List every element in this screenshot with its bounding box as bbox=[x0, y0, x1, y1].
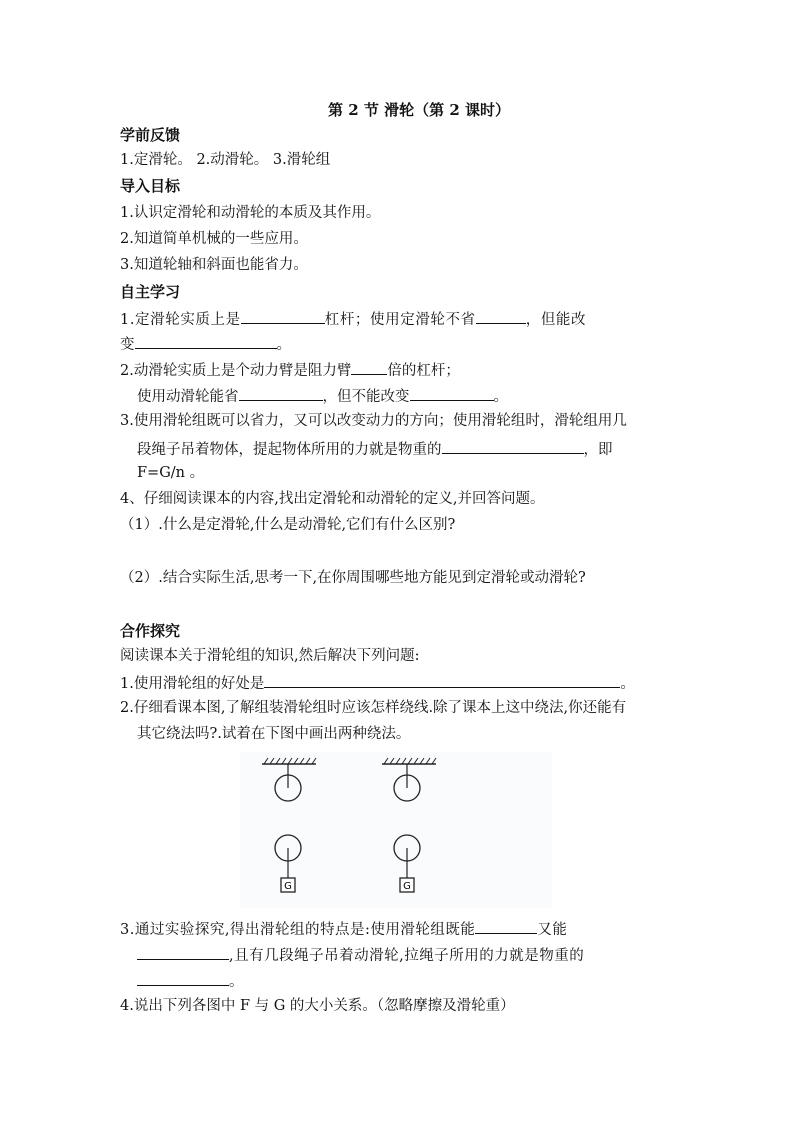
question-2-line-1 bbox=[120, 359, 460, 381]
question-3-line-2 bbox=[137, 438, 613, 460]
weight-label: G bbox=[403, 881, 411, 892]
question-text: 倍的杠杆； bbox=[387, 363, 460, 379]
question-text: 使用动滑轮能省 bbox=[137, 389, 239, 405]
question-3-line-1: 3.使用滑轮组既可以省力，又可以改变动力的方向；使用滑轮组时，滑轮组用几 bbox=[120, 413, 627, 429]
problem-3-line-3 bbox=[137, 970, 244, 992]
question-text: 1.使用滑轮组的好处是 bbox=[120, 676, 265, 692]
problem-3-line-2 bbox=[137, 944, 584, 966]
question-2-line-2 bbox=[137, 385, 508, 407]
question-3-line-3: F=G/n 。 bbox=[137, 465, 205, 481]
problem-3-line-1 bbox=[120, 918, 567, 940]
question-1-line-2 bbox=[120, 333, 291, 355]
question-4-2: （2）.结合实际生活,思考一下,在你周围哪些地方能见到定滑轮或动滑轮? bbox=[120, 570, 586, 586]
question-text: ,且有几段绳子吊着动滑轮,拉绳子所用的力就是物重的 bbox=[229, 948, 585, 964]
question-text: 。 bbox=[620, 676, 635, 692]
answer-blank[interactable] bbox=[410, 385, 494, 401]
page-title: 第 2 节 滑轮（第 2 课时） bbox=[328, 101, 510, 119]
question-text: 3.通过实验探究,得出滑轮组的特点是:使用滑轮组既能 bbox=[120, 922, 476, 938]
question-4: 4、仔细阅读课本的内容,找出定滑轮和动滑轮的定义,并回答问题。 bbox=[120, 491, 545, 507]
question-text: 1.定滑轮实质上是 bbox=[120, 312, 241, 328]
heading-cooperate: 合作探究 bbox=[120, 622, 181, 640]
question-text: ，但不能改变 bbox=[322, 389, 410, 405]
weight-label: G bbox=[284, 881, 292, 892]
heading-goals: 导入目标 bbox=[120, 177, 181, 195]
question-text: 段绳子吊着物体，提起物体所用的力就是物重的 bbox=[137, 442, 442, 458]
answer-blank[interactable] bbox=[137, 944, 229, 960]
answer-blank[interactable] bbox=[137, 970, 229, 986]
goal-item: 2.知道简单机械的一些应用。 bbox=[120, 231, 308, 247]
question-text: 变 bbox=[120, 337, 135, 353]
problem-1 bbox=[120, 672, 635, 694]
goal-item: 1.认识定滑轮和动滑轮的本质及其作用。 bbox=[120, 205, 381, 221]
answer-blank[interactable] bbox=[241, 308, 325, 324]
question-text: 杠杆；使用定滑轮不省 bbox=[324, 312, 476, 328]
answer-blank[interactable] bbox=[476, 308, 526, 324]
question-text: 。 bbox=[229, 974, 244, 990]
cooperate-intro: 阅读课本关于滑轮组的知识,然后解决下列问题: bbox=[120, 648, 420, 664]
answer-blank[interactable] bbox=[239, 385, 323, 401]
question-text: ，但能改 bbox=[525, 312, 587, 328]
heading-self-study: 自主学习 bbox=[120, 283, 181, 301]
feedback-line: 1.定滑轮。 2.动滑轮。 3.滑轮组 bbox=[120, 152, 331, 168]
answer-blank[interactable] bbox=[351, 359, 387, 375]
answer-blank[interactable] bbox=[135, 333, 277, 349]
problem-2-line-1: 2.仔细看课本图,了解组装滑轮组时应该怎样绕线.除了课本上这中绕法,你还能有 bbox=[120, 700, 627, 716]
question-text: 。 bbox=[276, 337, 291, 353]
problem-2-line-2: 其它绕法吗?.试着在下图中画出两种绕法。 bbox=[137, 726, 411, 742]
goal-item: 3.知道轮轴和斜面也能省力。 bbox=[120, 257, 308, 273]
question-4-1: （1）.什么是定滑轮,什么是动滑轮,它们有什么区别? bbox=[120, 517, 456, 533]
pulley-figure bbox=[240, 752, 552, 908]
question-1-line-1 bbox=[120, 308, 586, 330]
question-text: ，即 bbox=[583, 442, 613, 458]
problem-4: 4.说出下列各图中 F 与 G 的大小关系。（忽略摩擦及滑轮重） bbox=[120, 998, 515, 1014]
question-text: 又能 bbox=[537, 922, 568, 938]
answer-blank[interactable] bbox=[264, 672, 620, 688]
question-text: 2.动滑轮实质上是个动力臂是阻力臂 bbox=[120, 363, 352, 379]
answer-blank[interactable] bbox=[475, 918, 537, 934]
heading-feedback: 学前反馈 bbox=[120, 126, 181, 144]
question-text: 。 bbox=[493, 389, 508, 405]
answer-blank[interactable] bbox=[442, 438, 584, 454]
